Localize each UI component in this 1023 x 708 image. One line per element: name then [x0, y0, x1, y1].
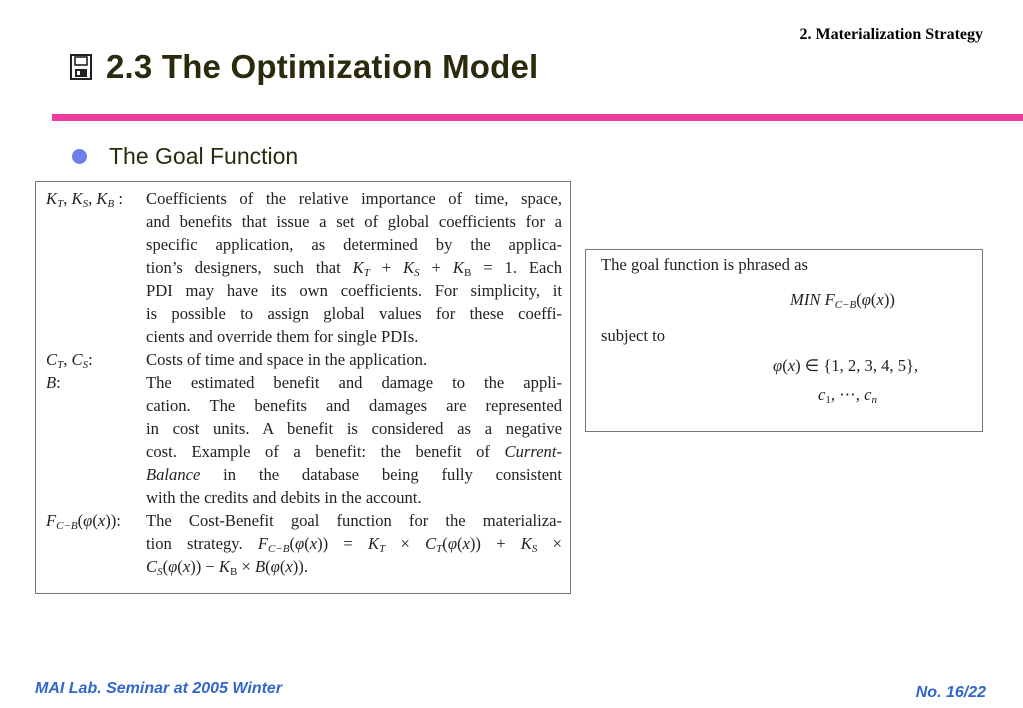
bullet-dot-icon	[72, 149, 87, 164]
definition-term: $F_{C-B}(\varphi(x))$:	[46, 511, 121, 532]
goal-function-box	[585, 249, 983, 432]
definition-term: $K_T$, $K_S$, $K_B$ :	[46, 189, 123, 210]
definition-description	[146, 371, 562, 509]
definition-line: The Cost-Benefit goal function for the materializa-	[146, 511, 562, 530]
definition-description	[146, 187, 562, 348]
definition-description	[146, 348, 562, 371]
definition-line: is possible to assign global values for these coeffi-	[146, 304, 562, 323]
definition-line: cation. The benefits and damages are represented	[146, 396, 562, 415]
definition-line: The estimated benefit and damage to the appli-	[146, 373, 562, 392]
bullet-item	[72, 143, 298, 170]
definition-line: specific application, as determined by the applica-	[146, 235, 562, 254]
title-row	[70, 48, 538, 86]
goal-constraint-2: $c_1$, ⋯, $c_n$	[818, 385, 877, 406]
definition-line: PDI may have its own coefficients. For simplicity, it	[146, 281, 562, 300]
title-divider	[52, 114, 1023, 121]
goal-objective: MIN $F_{C-B}(\varphi(x))$	[790, 290, 895, 311]
goal-intro: The goal function is phrased as	[601, 255, 808, 274]
definition-line: $C_S(\varphi(x)) - K_B \times B(\varphi(x))$.	[146, 557, 308, 578]
definition-line: Balance in the database being fully consistent	[146, 465, 562, 484]
definition-line: with the credits and debits in the account.	[146, 488, 422, 507]
goal-subject-to: subject to	[601, 326, 666, 345]
definition-row	[46, 371, 562, 509]
bullet-text: The Goal Function	[109, 143, 299, 169]
definition-row	[46, 187, 562, 348]
definitions-box	[35, 181, 571, 594]
section-label: 2. Materialization Strategy	[799, 26, 983, 43]
definition-line: cients and override them for single PDIs.	[146, 327, 419, 346]
definition-term: B:	[46, 373, 61, 392]
definition-line: in cost units. A benefit is considered as a negative	[146, 419, 562, 438]
footer-lab-name: MAI Lab. Seminar at 2005 Winter	[35, 680, 283, 697]
definitions-list	[46, 187, 562, 578]
goal-constraint-1: φ(x) ∈ {1, 2, 3, 4, 5},	[773, 356, 919, 375]
floppy-disk-icon	[70, 54, 92, 80]
definition-line: tion’s designers, such that $K_T + K_S + K_B = 1$. Each	[146, 258, 562, 279]
definition-line: Costs of time and space in the application.	[146, 350, 428, 369]
definition-row	[46, 348, 562, 371]
definition-line: tion strategy. $F_{C-B}(\varphi(x)) = K_T \times C_T(\varphi(x)) + K_S$ ×	[146, 534, 562, 555]
definition-row	[46, 509, 562, 578]
definition-term: $C_T$, $C_S$:	[46, 350, 93, 371]
definition-line: Coefficients of the relative importance of time, space,	[146, 189, 562, 208]
definition-line: cost. Example of a benefit: the benefit of Current-	[146, 442, 562, 461]
slide-title: 2.3 The Optimization Model	[106, 48, 539, 85]
footer-page-number: No. 16/22	[915, 684, 986, 701]
definition-description	[146, 509, 562, 578]
definition-line: and benefits that issue a set of global coefficients for a	[146, 212, 562, 231]
